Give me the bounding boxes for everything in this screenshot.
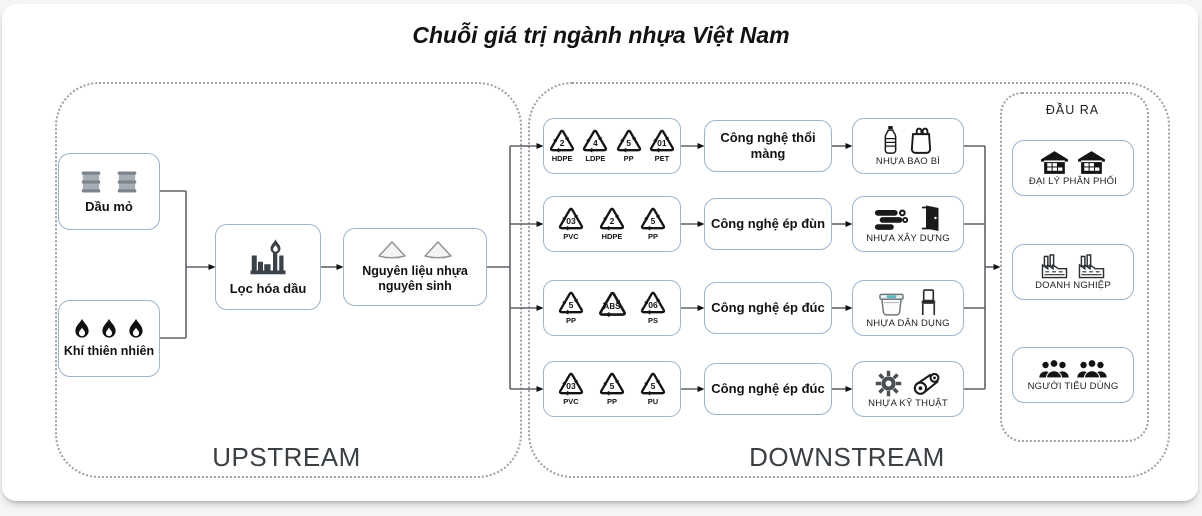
resin-name: PET (654, 153, 670, 163)
upstream-label: UPSTREAM (212, 442, 361, 472)
resin-code: 5 (568, 299, 574, 310)
natural-gas-label: Khí thiên nhiên (63, 344, 155, 359)
recycle-symbol (637, 206, 670, 243)
resin-name: HDPE (601, 231, 623, 241)
resin-codes-row2 (543, 196, 681, 252)
resin-code: 5 (650, 380, 656, 391)
technology-label: Công nghệ ép đúc (711, 381, 825, 397)
resin-codes-row4 (543, 361, 681, 417)
recycle-symbol (596, 371, 629, 408)
resin-name: PP (623, 153, 634, 163)
resin-code: 4 (593, 137, 598, 148)
distributor-icons (1040, 150, 1106, 175)
refinery-label: Lọc hóa dầu (229, 280, 307, 296)
oil-icons (77, 168, 141, 196)
recycle-symbol (596, 290, 629, 327)
resin-name: PP (647, 231, 658, 241)
output-box-consumers (1012, 347, 1134, 403)
recycle-symbol (613, 128, 645, 165)
resin-code: 5 (626, 137, 631, 148)
technology-label: Công nghệ ép đùn (710, 216, 826, 232)
door-icon (918, 204, 942, 232)
resin-name: PVC (563, 231, 579, 241)
refinery-icon (248, 238, 288, 278)
product-icons (875, 370, 942, 397)
resin-name: HDPE (551, 153, 573, 163)
product-box-row2 (852, 196, 964, 252)
output-box-distributors (1012, 140, 1134, 196)
warehouse-icon (1077, 150, 1106, 175)
consumer-icons (1038, 358, 1108, 380)
recycle-symbol (579, 128, 611, 165)
enterprise-icons (1040, 254, 1106, 279)
resin-code: 2 (559, 137, 565, 148)
diagram-title: Chuỗi giá trị ngành nhựa Việt Nam (412, 22, 790, 48)
resin-icons (376, 240, 454, 260)
bottle-icon (883, 125, 898, 155)
product-icons (883, 125, 934, 155)
flame-icon (124, 317, 148, 341)
product-box-row1 (852, 118, 964, 174)
resin-code: 2 (609, 215, 615, 226)
resin-code: 06 (648, 299, 658, 310)
flame-icon (70, 317, 94, 341)
resin-name: PS (647, 315, 658, 325)
virgin-resin-label-line2: nguyên sinh (378, 279, 452, 293)
consumers-icon (1076, 358, 1108, 380)
resin-code: 03 (566, 215, 576, 226)
resin-pile-icon (422, 240, 454, 260)
oil-barrel-icon (113, 168, 141, 196)
product-label: NHỰA XÂY DỰNG (866, 233, 950, 244)
product-icons (876, 288, 940, 317)
output-label: ĐẠI LÝ PHÂN PHỐI (1028, 175, 1118, 187)
resin-name: PP (606, 396, 617, 406)
product-label: NHỰA BAO BÌ (875, 156, 941, 167)
chair-icon (917, 288, 940, 317)
recycle-symbol (596, 206, 629, 243)
virgin-resin-label-line1: Nguyên liệu nhựa (362, 263, 468, 278)
technology-box-row3 (704, 282, 832, 334)
resin-pile-icon (376, 240, 408, 260)
recycle-symbol (637, 371, 670, 408)
flame-icon (97, 317, 121, 341)
technology-box-row1 (704, 120, 832, 172)
refinery-node (215, 224, 321, 310)
product-icons (874, 204, 942, 232)
resin-code: 03 (566, 380, 576, 391)
product-box-row4 (852, 361, 964, 417)
natural-gas-node (58, 300, 160, 377)
oil-barrel-icon (77, 168, 105, 196)
food-container-icon (876, 290, 907, 317)
gas-icons (70, 317, 148, 341)
technology-label: Công nghệ thổi màng (720, 130, 816, 161)
recycle-symbol (646, 128, 678, 165)
pipes-icon (874, 207, 908, 232)
factory-icon (1040, 254, 1069, 279)
downstream-label: DOWNSTREAM (749, 442, 945, 472)
resin-code: ABS (603, 301, 621, 311)
resin-code: 01 (657, 137, 667, 148)
recycle-symbol (555, 371, 588, 408)
resin-name: PU (647, 396, 659, 406)
recycle-symbol (546, 128, 578, 165)
oil-node (58, 153, 160, 230)
product-label: NHỰA KỸ THUẬT (868, 397, 948, 409)
warehouse-icon (1040, 150, 1069, 175)
belt-drive-icon (912, 370, 942, 397)
recycle-symbol (637, 290, 670, 327)
factory-icon (1077, 254, 1106, 279)
technology-box-row2 (704, 198, 832, 250)
technology-box-row4 (704, 363, 832, 415)
recycle-symbol (555, 206, 588, 243)
resin-codes-row1 (543, 118, 681, 174)
consumers-icon (1038, 358, 1070, 380)
product-label: NHỰA DÂN DỤNG (866, 317, 950, 329)
resin-name: PVC (563, 396, 579, 406)
gear-icon (875, 370, 902, 397)
resin-code: 5 (650, 215, 656, 226)
virgin-resin-label (362, 264, 468, 295)
virgin-resin-node (343, 228, 487, 306)
output-box-enterprises (1012, 244, 1134, 300)
recycle-symbol (555, 290, 588, 327)
resin-name: LDPE (585, 153, 606, 163)
output-title: ĐẦU RA (1045, 103, 1100, 117)
output-label: DOANH NGHIỆP (1035, 279, 1111, 291)
resin-code: 5 (609, 380, 615, 391)
resin-name: PP (565, 315, 576, 325)
output-label: NGƯỜI TIÊU DÙNG (1027, 381, 1119, 392)
technology-label: Công nghệ ép đúc (711, 300, 825, 316)
product-box-row3 (852, 280, 964, 336)
resin-codes-row3 (543, 280, 681, 336)
oil-label: Dầu mỏ (85, 199, 133, 215)
plastic-bag-icon (908, 125, 934, 155)
